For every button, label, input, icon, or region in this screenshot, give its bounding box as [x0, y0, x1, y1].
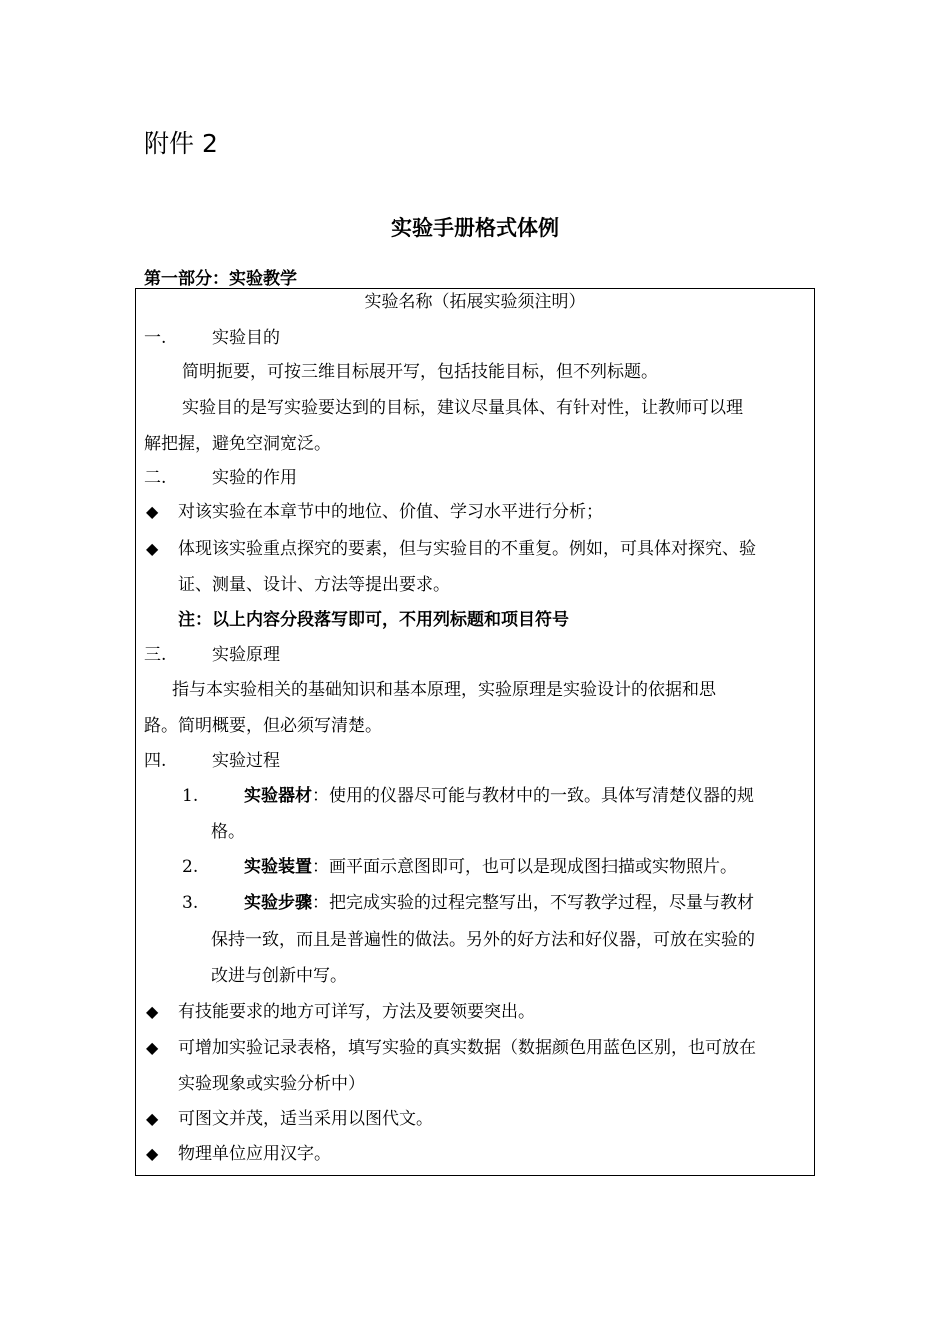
section-number: 三. — [144, 645, 167, 665]
bullet-text: 可图文并茂，适当采用以图代文。 — [178, 1109, 433, 1129]
step-text: ：画平面示意图即可，也可以是现成图扫描或实物照片。 — [312, 857, 737, 877]
bullet-text: 实验现象或实验分析中） — [178, 1074, 365, 1094]
step-text: 改进与创新中写。 — [211, 966, 347, 986]
bullet-diamond-icon: ◆ — [146, 502, 159, 521]
paragraph-line: 路。简明概要，但必须写清楚。 — [144, 716, 382, 736]
bullet-diamond-icon: ◆ — [146, 1109, 159, 1128]
step-number: 2. — [182, 857, 199, 877]
document-title: 实验手册格式体例 — [391, 215, 559, 240]
section-number: 四. — [144, 751, 167, 771]
bullet-diamond-icon: ◆ — [146, 539, 159, 558]
bullet-text: 对该实验在本章节中的地位、价值、学习水平进行分析； — [178, 502, 603, 522]
step-text: 保持一致，而且是普遍性的做法。另外的好方法和好仪器，可放在实验的 — [211, 930, 755, 950]
section-number: 一. — [144, 328, 167, 348]
step-item — [182, 785, 754, 807]
paragraph-line: 简明扼要，可按三维目标展开写，包括技能目标，但不列标题。 — [182, 362, 658, 382]
section-title: 实验原理 — [212, 645, 280, 665]
step-text: ：把完成实验的过程完整写出，不写教学过程，尽量与教材 — [312, 893, 754, 913]
paragraph-line: 指与本实验相关的基础知识和基本原理，实验原理是实验设计的依据和思 — [172, 680, 716, 700]
section-title: 实验过程 — [212, 751, 280, 771]
experiment-name-line: 实验名称（拓展实验须注明） — [364, 292, 586, 312]
bullet-text: 有技能要求的地方可详写，方法及要领要突出。 — [178, 1002, 535, 1022]
section-heading — [144, 750, 280, 772]
step-item — [182, 856, 737, 878]
section-title: 实验目的 — [212, 328, 280, 348]
bullet-text: 物理单位应用汉字。 — [178, 1144, 331, 1164]
bullet-text: 体现该实验重点探究的要素，但与实验目的不重复。例如，可具体对探究、验 — [178, 539, 756, 559]
bullet-text: 证、测量、设计、方法等提出要求。 — [178, 575, 450, 595]
step-number: 3. — [182, 893, 199, 913]
attachment-label: 附件 2 — [144, 129, 218, 158]
bullet-diamond-icon: ◆ — [146, 1002, 159, 1021]
section-heading — [144, 467, 297, 489]
step-item — [182, 892, 754, 914]
section-title: 实验的作用 — [212, 468, 297, 488]
step-text: ：使用的仪器尽可能与教材中的一致。具体写清楚仪器的规 — [312, 786, 754, 806]
note-line: 注：以上内容分段落写即可，不用列标题和项目符号 — [178, 610, 569, 630]
part-heading: 第一部分：实验教学 — [144, 269, 297, 289]
paragraph-line: 解把握，避免空洞宽泛。 — [144, 434, 331, 454]
step-text: 格。 — [211, 822, 245, 842]
step-label: 实验步骤 — [244, 893, 312, 913]
bullet-text: 可增加实验记录表格，填写实验的真实数据（数据颜色用蓝色区别，也可放在 — [178, 1038, 756, 1058]
step-label: 实验装置 — [244, 857, 312, 877]
step-label: 实验器材 — [244, 786, 312, 806]
bullet-diamond-icon: ◆ — [146, 1144, 159, 1163]
section-heading — [144, 644, 280, 666]
bullet-diamond-icon: ◆ — [146, 1038, 159, 1057]
section-number: 二. — [144, 468, 167, 488]
section-heading — [144, 327, 280, 349]
paragraph-line: 实验目的是写实验要达到的目标，建议尽量具体、有针对性，让教师可以理 — [182, 398, 743, 418]
step-number: 1. — [182, 786, 199, 806]
